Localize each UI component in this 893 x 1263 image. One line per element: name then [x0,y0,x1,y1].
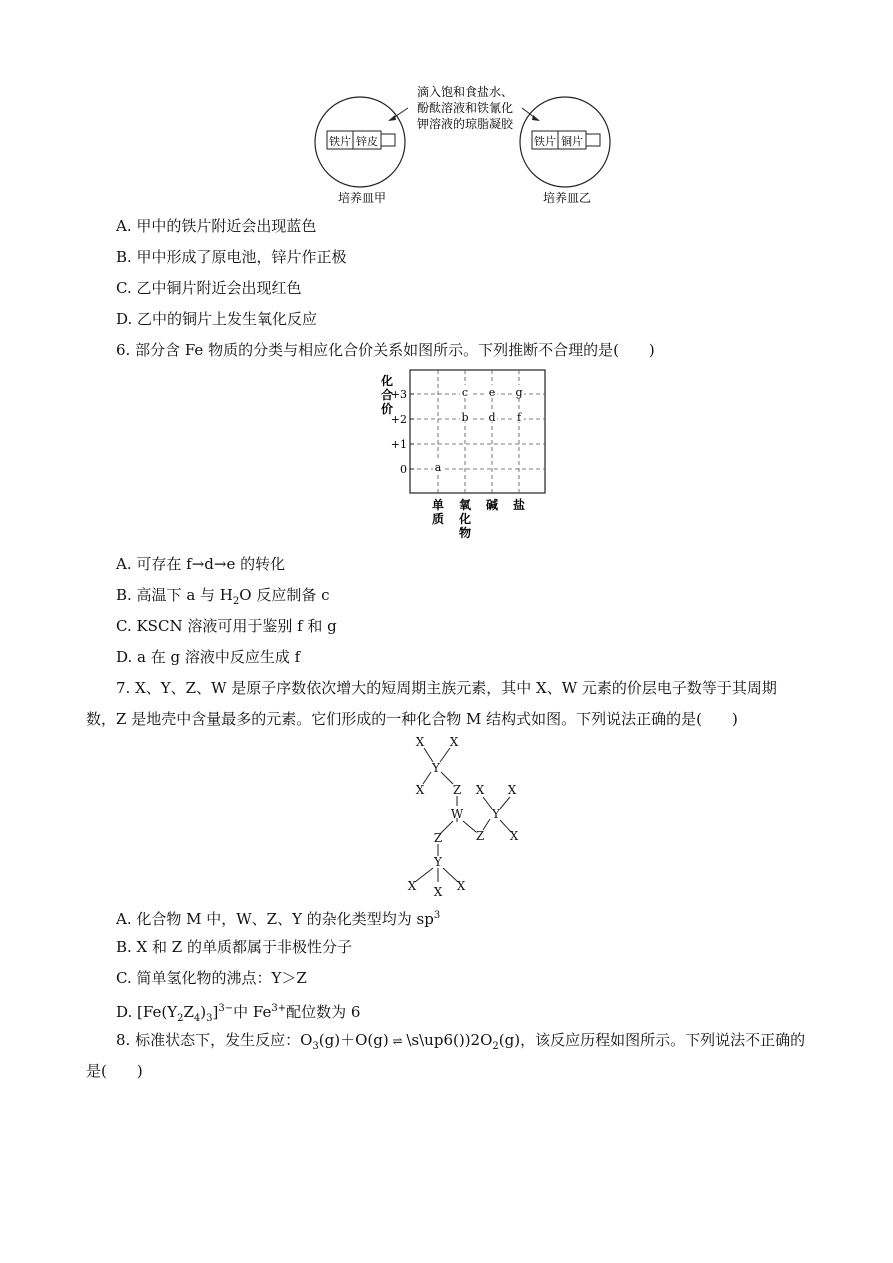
q7-d-part6: 配位数为 6 [286,1003,361,1021]
atom-x: X [415,783,425,797]
q7-d-part2: Z [183,1003,194,1021]
atom-x: X [456,879,466,893]
y-title-char-3: 价 [380,402,394,416]
q8-part-a: 8. 标准状态下，发生反应：O [116,1031,313,1049]
point-label-c: c [461,386,469,399]
q7-d-part3: ) [200,1003,207,1021]
q7-option-d [116,999,360,1029]
dish-jia-metal2: 锌皮 [356,135,378,148]
q8-sub2: 2 [492,1041,499,1052]
y-tick-label: +2 [390,413,407,426]
arrow-icon: → [213,555,227,573]
q6-stem: 6. 部分含 Fe 物质的分类与相应化合价关系如图所示。下列推断不合理的是( ) [116,341,655,359]
dish-yi-tail [586,134,600,146]
valence-chart [370,365,560,550]
point-label-e: e [488,386,496,399]
atom-y: Y [492,807,500,821]
atom-z: Z [452,783,462,797]
atom-x: X [433,885,443,899]
q7-d-part5: 中 Fe [233,1003,272,1021]
atom-y: Y [434,855,442,869]
y-tick-label: +1 [390,438,407,451]
arrow-icon: → [191,555,205,573]
dish-jia-metal1: 铁片 [329,135,351,148]
atom-w: W [450,807,464,821]
q6-option-a-mid: d [204,555,214,573]
x-category-label: 化 [458,512,472,526]
chart-frame [410,370,545,493]
dish-yi-metal1: 铁片 [534,135,556,148]
atom-x: X [475,783,485,797]
atom-x: X [509,829,519,843]
x-category-label: 氧 [458,498,472,512]
q8-stem-line2: 是( ) [86,1062,143,1080]
q5-option-c: C. 乙中铜片附近会出现红色 [116,279,302,297]
atom-x: X [507,783,517,797]
dish-caption-line3: 钾溶液的琼脂凝胶 [416,117,514,131]
y-tick-label: 0 [400,463,407,476]
atom-x: X [415,735,425,749]
equilibrium-arrow-icon: ⇌ [388,1034,407,1048]
dish-caption-line2: 酚酞溶液和铁氰化 [416,101,514,115]
q7-d-sub1: 2 [177,1013,184,1024]
q6-option-a [116,554,285,574]
q7-stem-line2: 数，Z 是地壳中含量最多的元素。它们形成的一种化合物 M 结构式如图。下列说法正确的是( ) [86,710,738,728]
caption-pointer-left-head [388,115,396,121]
y-title-char-1: 化 [380,374,394,388]
q7-d-sub3: 3 [206,1013,213,1024]
q8-stem-line1 [116,1030,805,1057]
x-category-label: 盐 [512,498,526,512]
y-tick-label: +3 [390,388,407,401]
q6-option-a-pre: A. 可存在 f [116,555,192,573]
q7-d-sub2: 4 [193,1013,201,1024]
dish-yi-label: 培养皿乙 [542,191,592,205]
x-category-label: 物 [458,526,472,540]
culture-dish-figure [300,80,630,210]
x-category-label: 单 [431,498,445,512]
q7-option-c: C. 简单氢化物的沸点：Y＞Z [116,969,307,987]
q5-option-a: A. 甲中的铁片附近会出现蓝色 [116,217,317,235]
q6-option-d: D. a 在 g 溶液中反应生成 f [116,648,301,666]
q6-option-b [116,585,330,612]
atom-x: X [449,735,459,749]
q6-option-b-sub: 2 [232,596,240,607]
point-label-a: a [434,461,442,474]
q7-option-a [116,906,440,929]
caption-pointer-right-head [532,115,540,121]
q7-d-sup1: 3− [218,1003,234,1014]
x-category-label: 碱 [485,498,499,512]
q6-option-b-post: O 反应制备 c [239,586,330,604]
q7-option-b: B. X 和 Z 的单质都属于非极性分子 [116,938,352,956]
atom-x: X [407,879,417,893]
dish-jia-label: 培养皿甲 [337,191,387,205]
point-label-b: b [461,411,469,424]
point-label-d: d [488,411,496,424]
q7-d-part1: D. [Fe(Y [116,1003,178,1021]
point-label-g: g [515,386,523,399]
dish-yi-metal2: 铜片 [561,135,583,148]
atom-z: Z [475,829,485,843]
q5-option-b: B. 甲中形成了原电池，锌片作正极 [116,248,347,266]
q6-option-a-post: e 的转化 [226,555,286,573]
structure-formula [400,734,530,900]
dish-jia-tail [381,134,395,146]
atom-y: Y [432,761,440,775]
q8-sub1: 3 [312,1041,319,1052]
q7-d-part4: ] [212,1003,219,1021]
q8-part-c: \s\up6())2O [406,1031,493,1049]
q6-option-b-pre: B. 高温下 a 与 H [116,586,233,604]
x-category-label: 质 [431,512,445,526]
q8-part-d: (g)，该反应历程如图所示。下列说法不正确的 [498,1031,806,1049]
atom-z: Z [433,831,443,845]
q6-option-c: C. KSCN 溶液可用于鉴别 f 和 g [116,617,337,635]
q7-option-a-text: A. 化合物 M 中，W、Z、Y 的杂化类型均为 sp [116,910,434,928]
q5-option-d: D. 乙中的铜片上发生氧化反应 [116,310,318,328]
q7-option-a-sup: 3 [433,910,441,921]
q7-d-sup2: 3+ [271,1003,287,1014]
q7-stem-line1: 7. X、Y、Z、W 是原子序数依次增大的短周期主族元素，其中 X、W 元素的价层电子数等于其周期 [116,679,777,697]
point-label-f: f [516,411,522,424]
dish-caption-line1: 滴入饱和食盐水、 [416,85,514,99]
y-title-char-2: 合 [380,388,394,402]
q8-part-b: (g)＋O(g) [318,1031,389,1049]
